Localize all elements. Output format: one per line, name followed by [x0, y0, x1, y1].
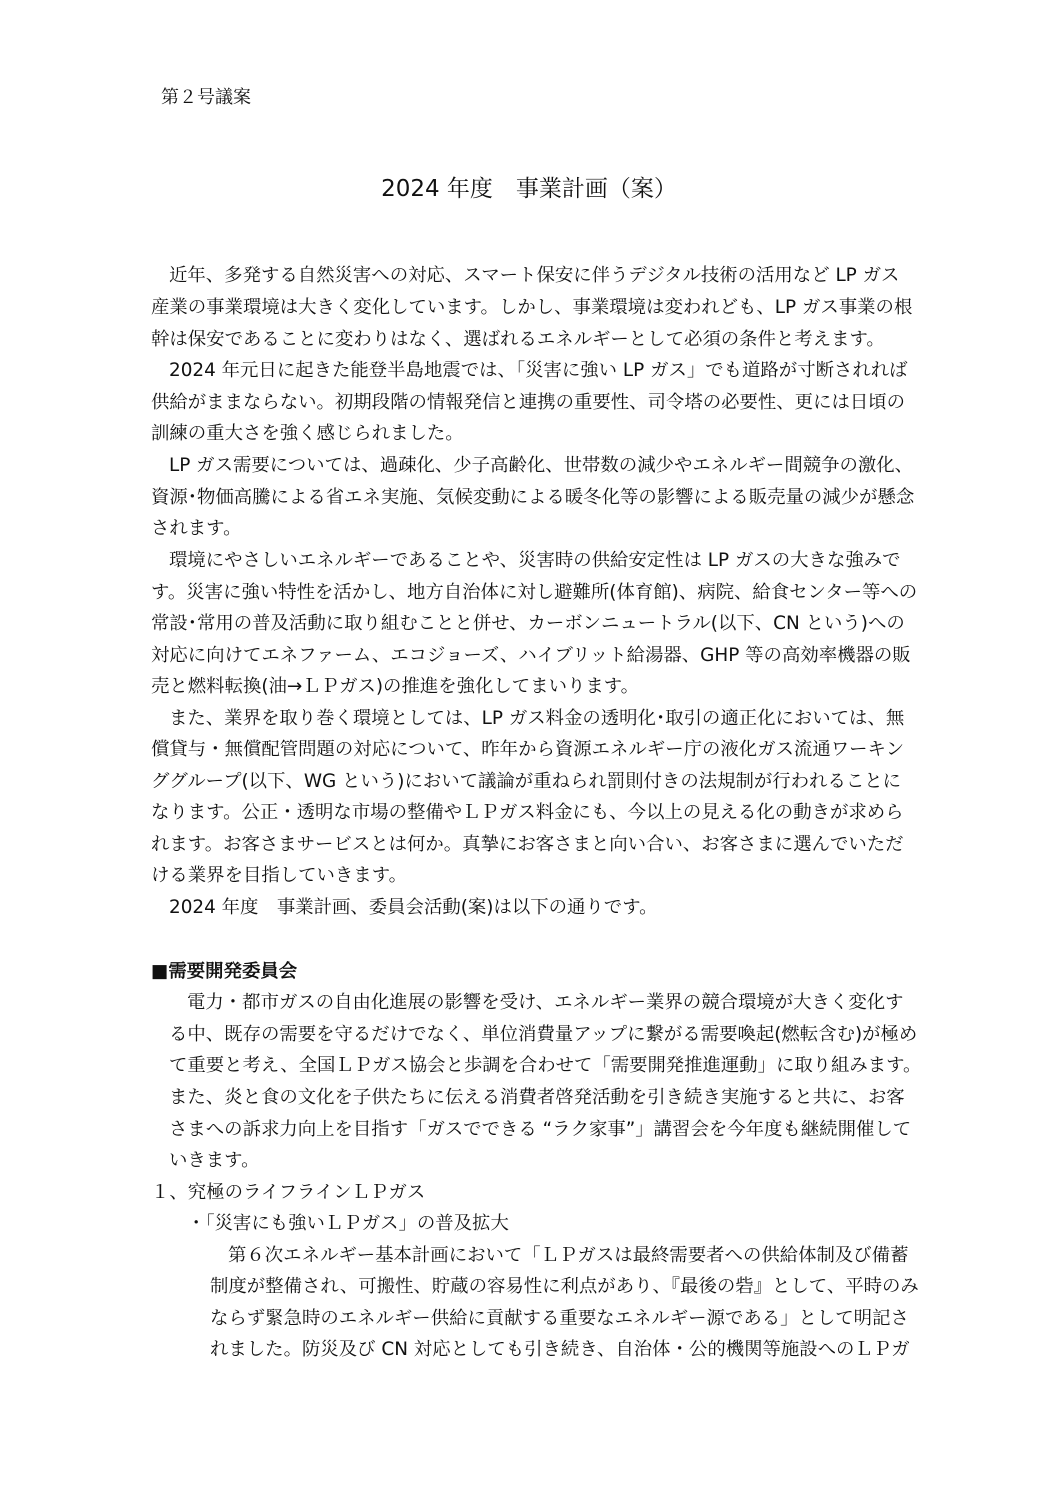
document-title: 2024 年度 事業計画（案） — [381, 176, 677, 202]
intro-line: 近年、多発する自然災害への対応、スマート保安に伴うデジタル技術の活用など LP ガス — [169, 265, 900, 286]
agenda-number: 第２号議案 — [161, 87, 251, 108]
intro-line: れます。お客さまサービスとは何か。真摯にお客さまと向い合い、お客さまに選んでいただ — [151, 834, 904, 855]
intro-line: 対応に向けてエネファーム、エコジョーズ、ハイブリット給湯器、GHP 等の高効率機器の販 — [151, 645, 911, 666]
sub-item-line: ならず緊急時のエネルギー供給に貢献する重要なエネルギー源である」として明記さ — [210, 1308, 909, 1329]
intro-line: 供給がままならない。初期段階の情報発信と連携の重要性、司令塔の必要性、更には日頃の — [151, 392, 906, 413]
intro-line: 償貸与・無償配管問題の対応について、昨年から資源エネルギー庁の液化ガス流通ワーキン — [151, 739, 905, 760]
section-line: また、炎と食の文化を子供たちに伝える消費者啓発活動を引き続き実施すると共に、お客 — [169, 1087, 905, 1108]
bullet-item: ・「災害にも強いＬＰガス」の普及拡大 — [187, 1213, 509, 1234]
section-line: 電力・都市ガスの自由化進展の影響を受け、エネルギー業界の競合環境が大きく変化す — [187, 992, 904, 1013]
intro-line: 資源･物価高騰による省エネ実施、気候変動による暖冬化等の影響による販売量の減少が懸念 — [151, 487, 915, 508]
intro-line: また、業界を取り巻く環境としては、LP ガス料金の透明化･取引の適正化においては、無 — [169, 708, 905, 729]
intro-line: 2024 年元日に起きた能登半島地震では、「災害に強い LP ガス」でも道路が寸断されれば — [169, 360, 908, 381]
section-line: る中、既存の需要を守るだけでなく、単位消費量アップに繋がる需要喚起(燃転含む)が極め — [169, 1024, 918, 1045]
section-line: て重要と考え、全国ＬＰガス協会と歩調を合わせて「需要開発推進運動」に取り組みます。 — [169, 1055, 922, 1076]
intro-line: 2024 年度 事業計画、委員会活動(案)は以下の通りです。 — [169, 897, 658, 918]
intro-line: す。災害に強い特性を活かし、地方自治体に対し避難所(体育館)、病院、給食センター等への — [151, 582, 918, 603]
intro-line: 環境にやさしいエネルギーであることや、災害時の供給安定性は LP ガスの大きな強みで — [169, 550, 901, 571]
section-line: さまへの訴求力向上を目指す「ガスでできる “ラク家事”」講習会を今年度も継続開催して — [169, 1119, 912, 1140]
intro-line: なります。公正・透明な市場の整備やＬＰガス料金にも、今以上の見える化の動きが求めら — [151, 802, 904, 823]
section-line: いきます。 — [169, 1150, 260, 1171]
intro-line: 幹は保安であることに変わりはなく、選ばれるエネルギーとして必須の条件と考えます。 — [151, 329, 885, 350]
intro-line: LP ガス需要については、過疎化、少子高齢化、世帯数の減少やエネルギー間競争の激化、 — [169, 455, 914, 476]
intro-line: 売と燃料転換(油→ＬＰガス)の推進を強化してまいります。 — [151, 676, 640, 697]
intro-line: 訓練の重大さを強く感じられました。 — [151, 423, 464, 444]
sub-item-line: れました。防災及び CN 対応としても引き続き、自治体・公的機関等施設へのＬＰガ — [210, 1339, 910, 1360]
intro-line: 産業の事業環境は大きく変化しています。しかし、事業環境は変われども、LP ガス事業の根 — [151, 297, 913, 318]
numbered-item: １、究極のライフラインＬＰガス — [151, 1182, 426, 1203]
intro-line: されます。 — [151, 518, 242, 539]
intro-line: ける業界を目指していきます。 — [151, 865, 407, 886]
intro-line: 常設･常用の普及活動に取り組むことと併せ、カーボンニュートラル(以下、CN という)への — [151, 613, 905, 634]
sub-item-line: 制度が整備され、可搬性、貯蔵の容易性に利点があり、『最後の砦』として、平時のみ — [210, 1276, 919, 1297]
intro-line: ググループ(以下、WG という)において議論が重ねられ罰則付きの法規制が行われることに — [151, 771, 902, 792]
section-heading: ■需要開発委員会 — [151, 961, 298, 982]
sub-item-line: 第６次エネルギー基本計画において「ＬＰガスは最終需要者への供給体制及び備蓄 — [228, 1245, 909, 1266]
